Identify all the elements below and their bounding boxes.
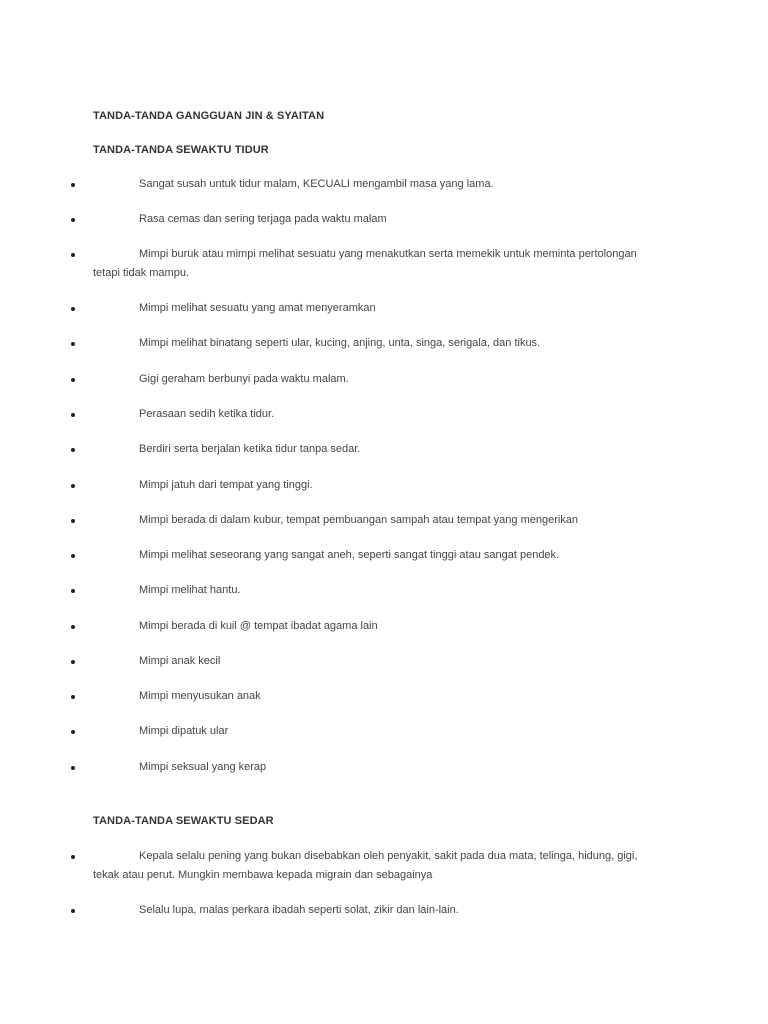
list-item: Mimpi anak kecil [0, 652, 768, 671]
bullet-icon [71, 183, 75, 187]
bullet-icon [71, 448, 75, 452]
list-item: Mimpi melihat sesuatu yang amat menyeramkan [0, 299, 768, 318]
bullet-icon [71, 484, 75, 488]
bullet-icon [71, 766, 75, 770]
bullet-icon [71, 378, 75, 382]
bullet-icon [71, 519, 75, 523]
list-item: Berdiri serta berjalan ketika tidur tanpa sedar. [0, 440, 768, 459]
bullet-icon [71, 589, 75, 593]
bullet-icon [71, 855, 75, 859]
list-item: Mimpi berada di dalam kubur, tempat pembuangan sampah atau tempat yang mengerikan [0, 511, 768, 530]
list-item: Mimpi melihat binatang seperti ular, kucing, anjing, unta, singa, serigala, dan tikus. [0, 334, 768, 353]
list-item: Mimpi dipatuk ular [0, 722, 768, 741]
list-item: Mimpi seksual yang kerap [0, 758, 768, 777]
list-item: Gigi geraham berbunyi pada waktu malam. [0, 370, 768, 389]
list-item: Kepala selalu pening yang bukan disebabkan oleh penyakit, sakit pada dua mata, telinga, hidung, gigi, tekak atau perut. Mungkin membawa kepada migrain dan sebagainya [0, 847, 768, 885]
list-item: Mimpi melihat hantu. [0, 581, 768, 600]
bullet-icon [71, 342, 75, 346]
list-item: Mimpi buruk atau mimpi melihat sesuatu yang menakutkan serta memekik untuk meminta pertolongan tetapi tidak mampu. [0, 245, 768, 283]
bullet-icon [71, 307, 75, 311]
document-title: TANDA-TANDA GANGGUAN JIN & SYAITAN [93, 110, 325, 122]
list-item: Perasaan sedih ketika tidur. [0, 405, 768, 424]
list-item: Mimpi melihat seseorang yang sangat aneh, seperti sangat tinggi atau sangat pendek. [0, 546, 768, 565]
bullet-icon [71, 695, 75, 699]
bullet-icon [71, 660, 75, 664]
bullet-icon [71, 218, 75, 222]
list-item: Mimpi jatuh dari tempat yang tinggi. [0, 476, 768, 495]
bullet-icon [71, 625, 75, 629]
list-item: Mimpi menyusukan anak [0, 687, 768, 706]
bullet-icon [71, 909, 75, 913]
bullet-icon [71, 730, 75, 734]
bullet-icon [71, 413, 75, 417]
list-item: Rasa cemas dan sering terjaga pada waktu malam [0, 210, 768, 229]
section-heading-sleep: TANDA-TANDA SEWAKTU TIDUR [93, 144, 269, 156]
list-item: Mimpi berada di kuil @ tempat ibadat agama lain [0, 617, 768, 636]
section-heading-awake: TANDA-TANDA SEWAKTU SEDAR [93, 815, 274, 827]
bullet-icon [71, 253, 75, 257]
list-item: Selalu lupa, malas perkara ibadah seperti solat, zikir dan lain-lain. [0, 901, 768, 920]
bullet-icon [71, 554, 75, 558]
list-item: Sangat susah untuk tidur malam, KECUALI mengambil masa yang lama. [0, 175, 768, 194]
